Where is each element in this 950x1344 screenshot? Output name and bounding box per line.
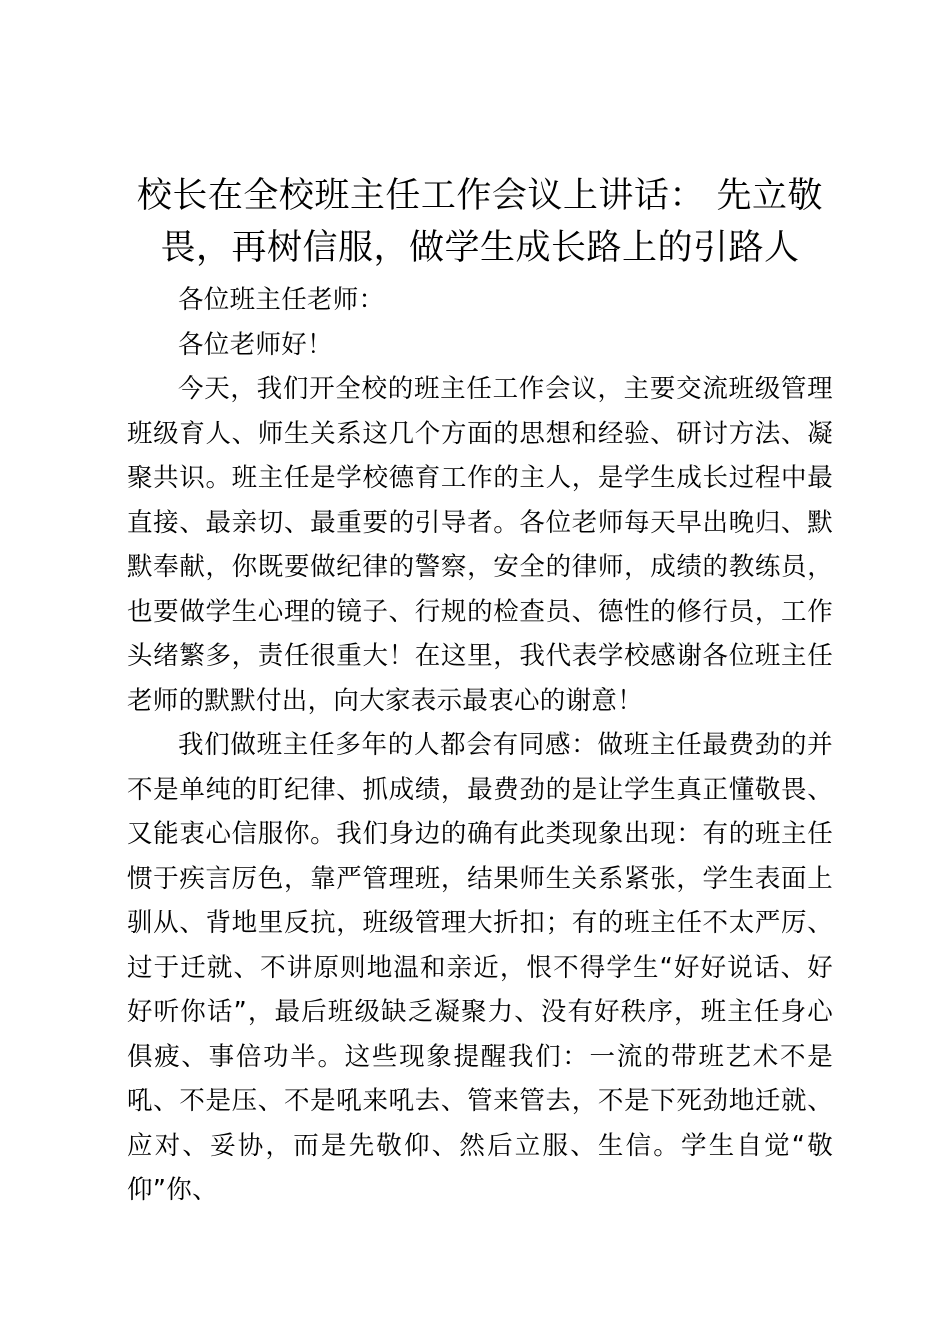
body-paragraph: 今天，我们开全校的班主任工作会议，主要交流班级管理班级育人、师生关系这几个方面的思想和经验、研讨方法、凝聚共识。班主任是学校德育工作的主人，是学生成长过程中最直接、最亲切、最重要的引导者。各位老师每天早出晚归、默默奉献，你既要做纪律的警察，安全的律师，成绩的教练员，也要做学生心理的镜子、行规的检查员、德性的修行员，工作头绪繁多，责任很重大！在这里，我代表学校感谢各位班主任老师的默默付出，向大家表示最衷心的谢意！ [127,374,833,716]
body-paragraph: 我们做班主任多年的人都会有同感：做班主任最费劲的并不是单纯的盯纪律、抓成绩，最费劲的是让学生真正懂敬畏、又能衷心信服你。我们身边的确有此类现象出现：有的班主任惯于疾言厉色，靠严管理班，结果师生关系紧张，学生表面上驯从、背地里反抗，班级管理大折扣；有的班主任不太严厉、过于迁就、不讲原则地温和亲近，恨不得学生“好好说话、好好听你话”，最后班级缺乏凝聚力、没有好秩序，班主任身心俱疲、事倍功半。这些现象提醒我们：一流的带班艺术不是吼、不是压、不是吼来吼去、管来管去，不是下死劲地迁就、应对、妥协，而是先敬仰、然后立服、生信。学生自觉“敬仰”你、 [127,730,833,1205]
salutation: 各位班主任老师： [178,285,385,315]
document-body [127,278,833,1213]
document-title: 校长在全校班主任工作会议上讲话： 先立敬畏，再树信服，做学生成长路上的引路人 [136,176,824,268]
greeting: 各位老师好！ [178,329,333,360]
